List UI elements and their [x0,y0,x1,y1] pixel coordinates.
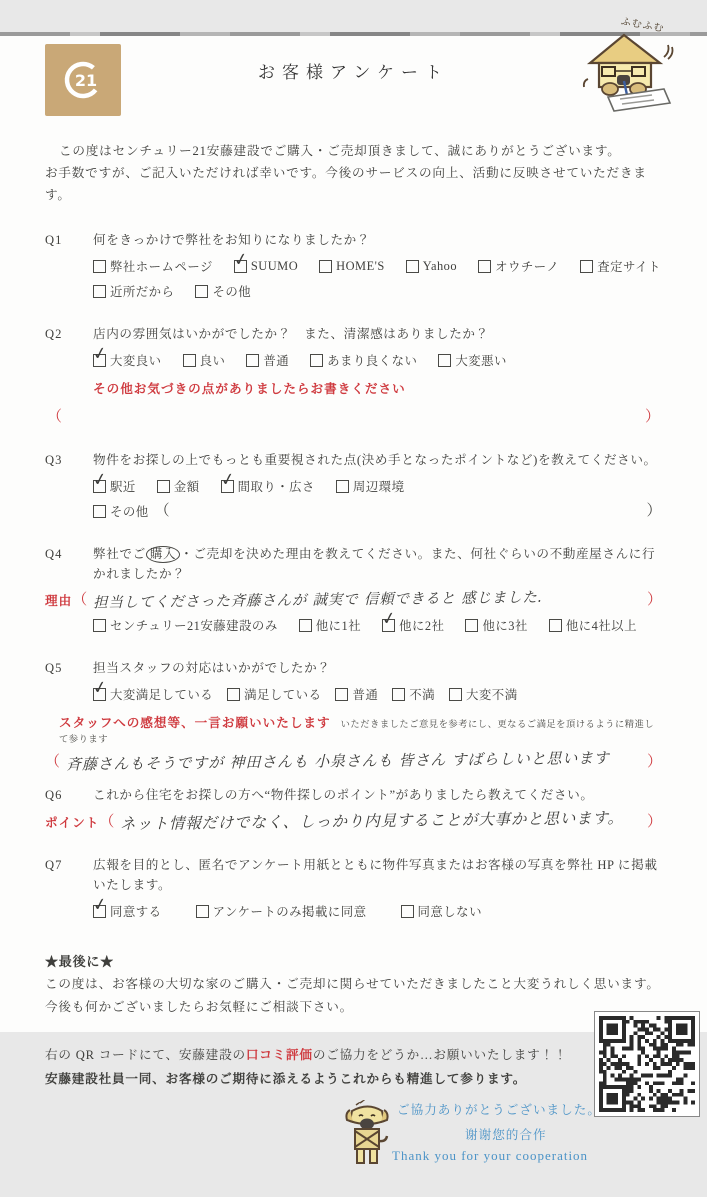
qr-line1 [45,1043,585,1067]
intro-line1: この度はセンチュリー21安藤建設でご購入・ご売却頂きまして、誠にありがとうございます。 [59,144,621,158]
checkbox-option[interactable] [299,616,361,634]
open-paren: （ [99,814,115,830]
q4-reason-field[interactable] [45,588,662,612]
house-dog-icon [580,31,672,113]
thanks-chinese: 谢谢您的合作 [465,1128,547,1142]
closing-section [45,950,662,1019]
checkbox[interactable] [299,619,312,632]
q5-note-line [45,712,662,746]
open-paren: （ [45,754,61,770]
q5-options-row1 [45,676,662,703]
checkbox-label: 間取り・広さ [237,480,315,494]
q1-options-row2 [45,282,662,300]
checkbox-label: 普通 [352,688,379,702]
checkbox-option[interactable] [335,685,378,703]
checkbox[interactable] [478,260,491,273]
checkbox[interactable] [195,285,208,298]
checkbox-label: 大変満足している [110,688,214,702]
open-paren: （ [47,409,63,425]
checkbox-option[interactable] [246,351,289,369]
thanks-english: Thank you for your cooperation [392,1148,589,1163]
q7-number: Q7 [45,858,63,872]
check-mark: ✓ [232,248,251,271]
q7-text: 広報を目的とし、匿名でアンケート用紙とともに物件写真またはお客様の写真を弊社 HP に掲載いたします。 [93,858,658,892]
checkbox-label: 金額 [173,480,200,494]
checkbox-label: 不満 [409,688,436,702]
checkbox-label: 大変不満 [466,688,518,702]
checkbox[interactable] [93,285,106,298]
question-q7 [45,855,662,920]
question-q1 [45,230,662,300]
q2-free-text-field[interactable] [45,405,662,426]
check-mark: ✓ [91,468,110,491]
checkbox-label: あまり良くない [327,354,418,368]
question-q2 [45,324,662,426]
checkbox-option[interactable] [227,685,321,703]
checkbox[interactable] [183,354,196,367]
thanks-japanese: ご協力ありがとうございました。 [397,1103,601,1117]
checkbox[interactable] [91,676,110,701]
intro-line2: お手数ですが、ご記入いただければ幸いです。今後のサービスの向上、活動に反映させていただきます。 [45,166,647,202]
checkbox[interactable] [218,468,237,493]
checkbox-option[interactable] [319,259,385,274]
checkbox-label: SUUMO [250,258,299,273]
checkbox-option[interactable] [438,351,507,369]
checkbox[interactable] [91,893,110,918]
checkbox-label: 大変悪い [455,354,507,368]
checkbox-option[interactable] [449,685,518,703]
checkbox-option[interactable] [93,257,213,275]
checkbox-option[interactable] [380,607,445,634]
checkbox[interactable] [380,607,399,632]
checkbox-label: 大変良い [110,354,162,368]
checkbox-label: 普通 [263,354,290,368]
checkbox-label: 同意しない [417,905,482,919]
checkbox[interactable] [227,688,240,701]
q3-options-row2 [45,502,662,520]
survey-page [0,16,707,1163]
q4-reason-label: 理由 [45,594,73,608]
intro-paragraph [45,140,662,206]
checkbox-label: 他に2社 [399,619,445,633]
checkbox-option[interactable] [91,676,214,703]
check-mark: ✓ [91,342,110,365]
qr-line1-red: 口コミ評価 [245,1048,313,1062]
close-paren: ） [644,409,660,425]
close-paren: ） [646,814,662,830]
checkbox[interactable] [406,260,419,273]
checkbox[interactable] [196,905,209,918]
checkbox[interactable] [465,619,478,632]
checkbox-option[interactable] [478,257,559,275]
q4-options-row1 [45,607,662,634]
q4-text-suffix: ・ご売却を決めた理由を教えてください。また、何社ぐらいの不動産屋さんに行かれましたか？ [93,547,656,581]
checkbox[interactable] [246,354,259,367]
checkbox-option[interactable] [196,902,367,920]
q5-note-red: スタッフへの感想等、一言お願いいたします [59,716,331,730]
checkbox[interactable] [91,342,110,367]
checkbox-option[interactable] [91,468,136,495]
checkbox[interactable] [93,260,106,273]
checkbox-option[interactable] [549,616,637,634]
check-mark: ✓ [91,893,110,916]
checkbox-option[interactable] [93,616,278,634]
checkbox[interactable] [392,688,405,701]
bowing-dog-icon [342,1101,394,1167]
checkbox-label: 弊社ホームページ [110,260,213,274]
closing-star-line: ★最後に★ [45,954,115,969]
mascot-speech-text: ふむふむ [620,16,666,35]
checkbox-label: Yahoo [422,258,458,273]
check-mark: ✓ [218,468,237,491]
checkbox-label: 周辺環境 [352,480,405,494]
q5-handwritten-answer: 斉藤さんもそうですが 神田さんも 小泉さんも 皆さん すばらしいと思います [65,748,610,774]
checkbox-label: HOME'S [336,258,385,273]
checkbox-label: センチュリー21安藤建設のみ [110,619,278,633]
checkbox-label: その他 [110,505,149,519]
q5-comment-field[interactable] [45,748,662,774]
checkbox-label: 同意する [110,905,162,919]
checkbox-option[interactable] [232,248,299,274]
q6-point-label: ポイント [45,816,100,830]
checkbox-option[interactable] [91,893,162,920]
close-paren: ） [646,503,662,519]
checkbox-option[interactable] [157,477,200,495]
q4-text-prefix: 弊社でご [93,547,146,561]
c21-seal-icon [60,57,106,103]
q2-options-row1 [45,342,662,369]
checkbox[interactable] [401,905,414,918]
close-paren: ） [646,592,662,608]
closing-line2: 今後も何かございましたらお気軽にご相談下さい。 [45,1000,354,1014]
checkbox-label: 駅近 [110,480,136,494]
q4-text [93,544,662,584]
checkbox-option[interactable] [580,257,661,275]
q4-handwritten-answer: 担当してくださった斉藤さんが 誠実で 信頼できると 感じました. [93,589,544,612]
checkbox-label: アンケートのみ掲載に同意 [212,905,367,919]
checkbox-option[interactable] [336,477,405,495]
checkbox[interactable] [91,468,110,493]
q6-text: これから住宅をお探しの方へ“物件探しのポイント”がありましたら教えてください。 [93,788,594,802]
checkbox-option[interactable] [392,685,435,703]
q3-number: Q3 [45,453,63,467]
question-q6 [45,785,662,834]
checkbox-label: その他 [212,285,252,299]
qr-line1-prefix: 右の QR コードにて、安藤建設の [45,1048,246,1062]
check-mark: ✓ [91,676,110,699]
checkbox-label: 他に4社以上 [565,619,637,633]
q6-number: Q6 [45,788,63,802]
question-q5 [45,658,662,774]
header [45,16,666,120]
q3-options-row1 [45,468,662,495]
checkbox[interactable] [157,480,170,493]
page-title: お客様アンケート [258,63,449,82]
checkbox[interactable] [580,260,593,273]
q2-text: 店内の雰囲気はいかがでしたか？ また、清潔感はありましたか？ [93,327,489,341]
checkbox[interactable] [319,260,332,273]
checkbox-option[interactable] [218,468,315,495]
qr-line2: 安藤建設社員一同、お客様のご期待に添えるようこれからも精進して参ります。 [45,1072,527,1086]
checkbox-option[interactable] [93,502,149,520]
check-mark: ✓ [380,607,399,630]
open-paren: （ [154,503,171,519]
svg-text:21: 21 [74,71,98,90]
q2-number: Q2 [45,327,63,341]
checkbox[interactable] [93,505,106,518]
checkbox-option[interactable] [310,351,417,369]
checkbox-option[interactable] [93,282,174,300]
checkbox[interactable] [93,619,106,632]
checkbox-label: 近所だから [110,285,175,299]
thanks-area [45,1097,662,1197]
q1-text: 何をきっかけで弊社をお知りになりましたか？ [93,233,371,247]
checkbox[interactable] [549,619,562,632]
checkbox-option[interactable] [406,259,457,274]
q1-options-row1 [45,248,662,275]
closing-line1: この度は、お客様の大切な家のご購入・ご売却に関らせていただきましたこと大変うれしく思います。 [45,977,660,991]
house-dog-mascot [576,16,676,118]
open-paren: （ [72,592,88,608]
q6-handwritten-answer: ネット情報だけでなく、しっかり内見することが大事かと思います。 [120,809,625,834]
checkbox-label: 他に1社 [315,619,362,633]
qr-line1-suffix: のご協力をどうか…お願いいたします！！ [312,1048,568,1062]
checkbox-option[interactable] [183,351,226,369]
checkbox-option[interactable] [401,902,482,920]
q5-note-small: いただきましたご意見を参考にし、更なるご満足を頂けるように精進して参ります [59,720,655,745]
checkbox-option[interactable] [195,282,251,300]
question-q4 [45,544,662,634]
q1-number: Q1 [45,233,63,247]
checkbox-label: 他に3社 [482,619,528,633]
checkbox[interactable] [449,688,462,701]
q6-point-field[interactable] [45,809,662,834]
q4-number: Q4 [45,547,63,561]
question-q3 [45,450,662,520]
checkbox[interactable] [310,354,323,367]
checkbox-option[interactable] [91,342,162,369]
q5-text: 担当スタッフの対応はいかがでしたか？ [93,661,331,675]
checkbox-label: オウチーノ [495,260,560,274]
century21-logo [45,44,121,116]
q2-note-red: その他お気づきの点がありましたらお書きください [93,382,406,396]
close-paren: ） [646,754,662,770]
q7-options-row1 [45,893,662,920]
bottom-section [45,1043,662,1197]
q5-number: Q5 [45,661,63,675]
checkbox-label: 査定サイト [597,260,661,274]
checkbox-option[interactable] [465,616,527,634]
qr-paragraph [45,1043,585,1091]
q4-circled-word: 購入 [146,546,180,563]
checkbox-label: 良い [199,354,226,368]
checkbox[interactable] [335,688,348,701]
checkbox[interactable] [336,480,349,493]
q3-text: 物件をお探しの上でもっとも重要視された点(決め手となったポイントなど)を教えてください。 [93,453,657,467]
checkbox[interactable] [232,248,251,273]
checkbox[interactable] [438,354,451,367]
checkbox-label: 満足している [244,688,322,702]
